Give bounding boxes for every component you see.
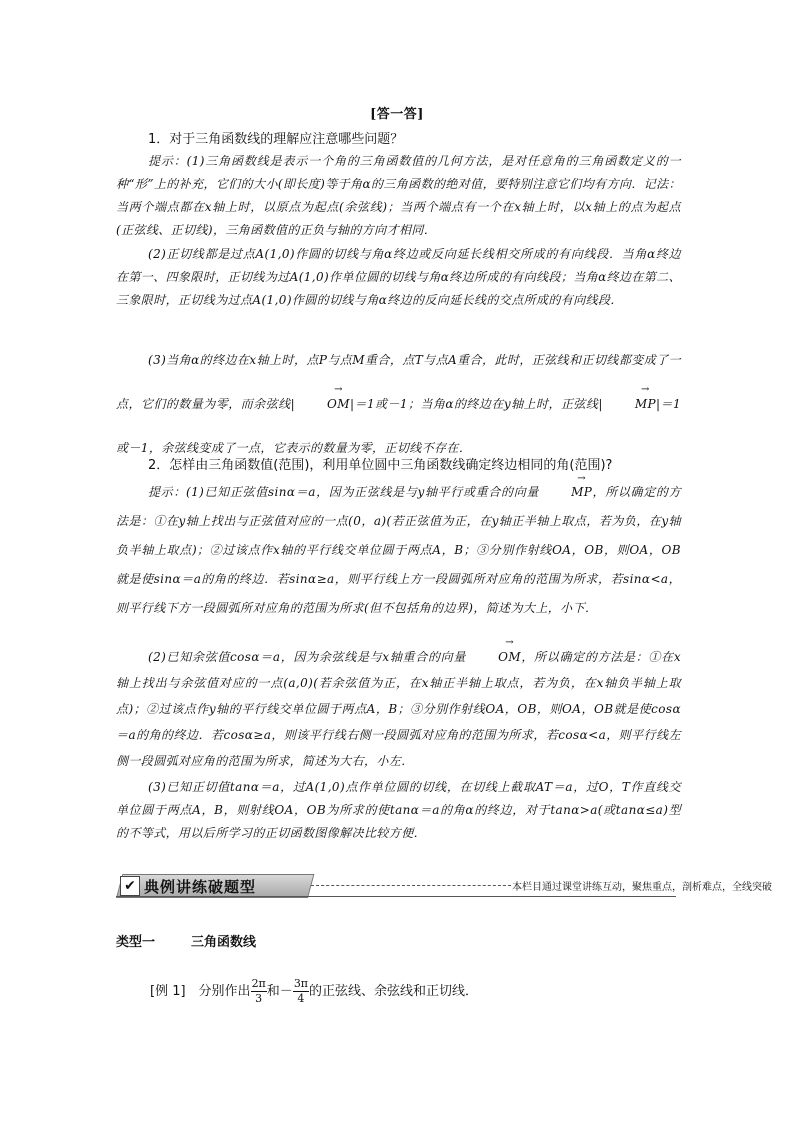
answer-1-part-2 [116,243,681,312]
example-suffix: 的正弦线、余弦线和正切线． [309,984,479,999]
type-label: 类型一 [116,935,156,950]
example-1 [150,972,478,1012]
fraction-1-numerator: 2π [251,977,266,990]
answer-2-part-3-text: (3)已知正切值tanα＝a，过A(1,0)点作单位圆的切线，在切线上截取AT＝a，过O，T作直线交单位圆于两点A，B，则射线OA，OB为所求的使tanα＝a的角α的终边，对于tanα>a(或tanα≤a)型的不等式，用以后所学习的正切函数图像解决比较方便． [116,780,681,840]
question-1: 1．对于三角函数线的理解应注意哪些问题？ [148,132,404,147]
vector-mp: → MP [603,382,656,426]
question-2: 2．怎样由三角函数值(范围)，利用单位圆中三角函数线确定终边相同的角(范围)? [148,458,613,473]
banner-note: 本栏目通过课堂讲练互动，聚焦重点，剖析难点，全线突破 [512,882,772,893]
example-prefix: [例 1] 分别作出 [150,984,251,999]
answer-2-part-2-b: ，所以确定的方法是：①在x轴上找出与余弦值对应的一点(a,0)(若余弦值为正，在x轴正半轴上取点，若为负，在x轴负半轴上取点)；②过该点作y轴的平行线交单位圆于两点A，B；③分别作射线OA，OB，则OA，OB就是使cosα＝a的角的终边．若cosα≥a，则该平行线右侧一段圆弧对应角的范围为所求，若cosα<a，则平行线左侧一段圆弧对应角的范围为所求，简述为大右，小左． [116,650,682,768]
answer-1-part-3-b: |＝1或－1；当角α的终边在y轴上时，正弦线| [349,397,603,411]
vector-mp-2: → MP [539,478,592,507]
type-title: 三角函数线 [191,935,257,950]
example-mid: 和－ [266,984,293,999]
answer-2-part-2-a: (2)已知余弦值cosα＝a，因为余弦线是与x轴重合的向量 [148,650,467,664]
vector-om-2: → OM [466,644,521,670]
answer-1-part-2-text: (2)正切线都是过点A(1,0)作圆的切线与角α终边或反向延长线相交所成的有向线段．当角α终边在第一、四象限时，正切线为过A(1,0)作单位圆的切线与角α终边所成的有向线段；当角α终边在第二、三象限时，正切线为过点A(1,0)作圆的切线与角α终边的反向延长线的交点所成的有向线段． [116,247,681,307]
fraction-1-denominator: 3 [255,992,263,1005]
fraction-2pi-3 [251,977,267,1006]
answer-2-part-1 [116,478,681,623]
fraction-3pi-4 [293,977,309,1006]
check-icon: ✔ [120,876,140,896]
answer-1-part-1-text: 提示：(1)三角函数线是表示一个角的三角函数值的几何方法，是对任意角的三角函数定义的一种“形”上的补充，它们的大小(即长度)等于角α的三角函数的绝对值，要特别注意它们均有方向．记法：当两个端点都在x轴上时，以原点为起点(余弦线)；当两个端点有一个在x轴上时，以x轴上的点为起点(正弦线、正切线)，三角函数值的正负与轴的方向才相同． [116,154,681,237]
answer-1-part-3-c: |＝1或－1，余弦线变成了一点，它表示的数量为零，正切线不存在． [116,397,682,455]
vector-om: → OM [295,382,350,426]
answer-2-part-1-text [116,478,681,623]
answer-1-part-3 [116,338,681,470]
answer-2-part-2-text [116,644,681,774]
section-heading: [答一答] [370,107,424,122]
answer-2-part-1-a: 提示：(1)已知正弦值sinα＝a，因为正弦线是与y轴平行或重合的向量 [148,485,540,499]
answer-1-part-1 [116,150,681,242]
type-heading [116,931,292,950]
section-banner [116,874,772,898]
fraction-2-numerator: 3π [293,977,309,990]
answer-2-part-3 [116,776,681,845]
banner-title: 典例讲练破题型 [144,878,257,896]
answer-1-part-3-text [116,338,681,470]
fraction-2-denominator: 4 [297,992,305,1005]
answer-2-part-2 [116,644,681,774]
answer-1-part-3-a: (3)当角α的终边在x轴上时，点P与点M重合，点T与点A重合，此时，正弦线和正切线都变成了一点，它们的数量为零，而余弦线| [116,353,681,411]
answer-2-part-1-b: ，所以确定的方法是：①在y轴上找出与正弦值对应的一点(0，a)(若正弦值为正，在y轴正半轴上取点，若为负，在y轴负半轴上取点)；②过该点作x轴的平行线交单位圆于两点A，B；③分别作射线OA，OB，则OA，OB就是使sinα＝a的角的终边．若sinα≥a，则平行线上方一段圆弧所对应角的范围为所求，若sinα<a，则平行线下方一段圆弧所对应角的范围为所求(但不包括角的边界)，简述为大上，小下． [116,485,681,615]
banner-underline [116,896,676,897]
banner-divider [311,885,511,886]
